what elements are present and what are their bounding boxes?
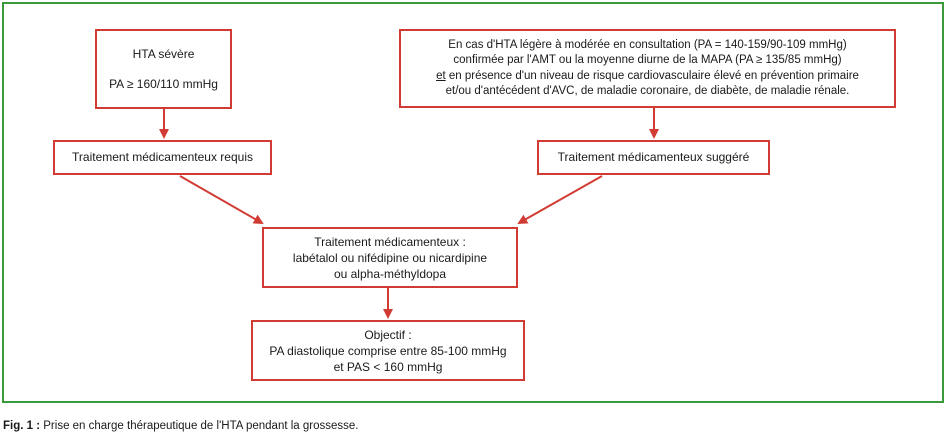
box-treatment-required xyxy=(53,140,272,175)
figure-caption-label: Fig. 1 : xyxy=(3,420,41,432)
objective-line-3: et PAS < 160 mmHg xyxy=(333,359,443,374)
hta-severe-title: HTA sévère xyxy=(132,46,195,61)
arrow-suggere-to-traitement xyxy=(519,176,602,223)
consultation-line-3-text: en présence d'un niveau de risque cardiovasculaire élevé en prévention primaire xyxy=(445,69,859,82)
drug-treatment-title: Traitement médicamenteux : xyxy=(314,234,466,249)
treatment-required-label: Traitement médicamenteux requis xyxy=(72,150,253,164)
treatment-suggested-label: Traitement médicamenteux suggéré xyxy=(557,150,750,164)
consultation-line-3 xyxy=(436,69,859,85)
box-consultation xyxy=(399,29,896,108)
consultation-emphasis: et xyxy=(436,69,446,82)
figure-caption-text: Prise en charge thérapeutique de l'HTA pendant la grossesse. xyxy=(40,420,359,432)
drug-treatment-line-2: labétalol ou nifédipine ou nicardipine xyxy=(292,250,488,265)
arrow-requis-to-traitement xyxy=(180,176,262,223)
consultation-line-1: En cas d'HTA légère à modérée en consultation (PA = 140-159/90-109 mmHg) xyxy=(448,38,847,51)
box-hta-severe xyxy=(95,29,232,109)
drug-treatment-line-3: ou alpha-méthyldopa xyxy=(333,266,447,281)
hta-severe-threshold: PA ≥ 160/110 mmHg xyxy=(109,76,218,91)
objective-line-2: PA diastolique comprise entre 85-100 mmHg xyxy=(269,343,507,358)
box-treatment-suggested xyxy=(537,140,770,175)
objective-title: Objectif : xyxy=(364,327,412,342)
box-drug-treatment xyxy=(262,227,518,288)
figure-caption xyxy=(3,420,359,432)
box-objective xyxy=(251,320,525,381)
consultation-line-4: et/ou d'antécédent d'AVC, de maladie coronaire, de diabète, de maladie rénale. xyxy=(445,85,850,97)
consultation-line-2: confirmée par l'AMT ou la moyenne diurne de la MAPA (PA ≥ 135/85 mmHg) xyxy=(453,54,842,66)
